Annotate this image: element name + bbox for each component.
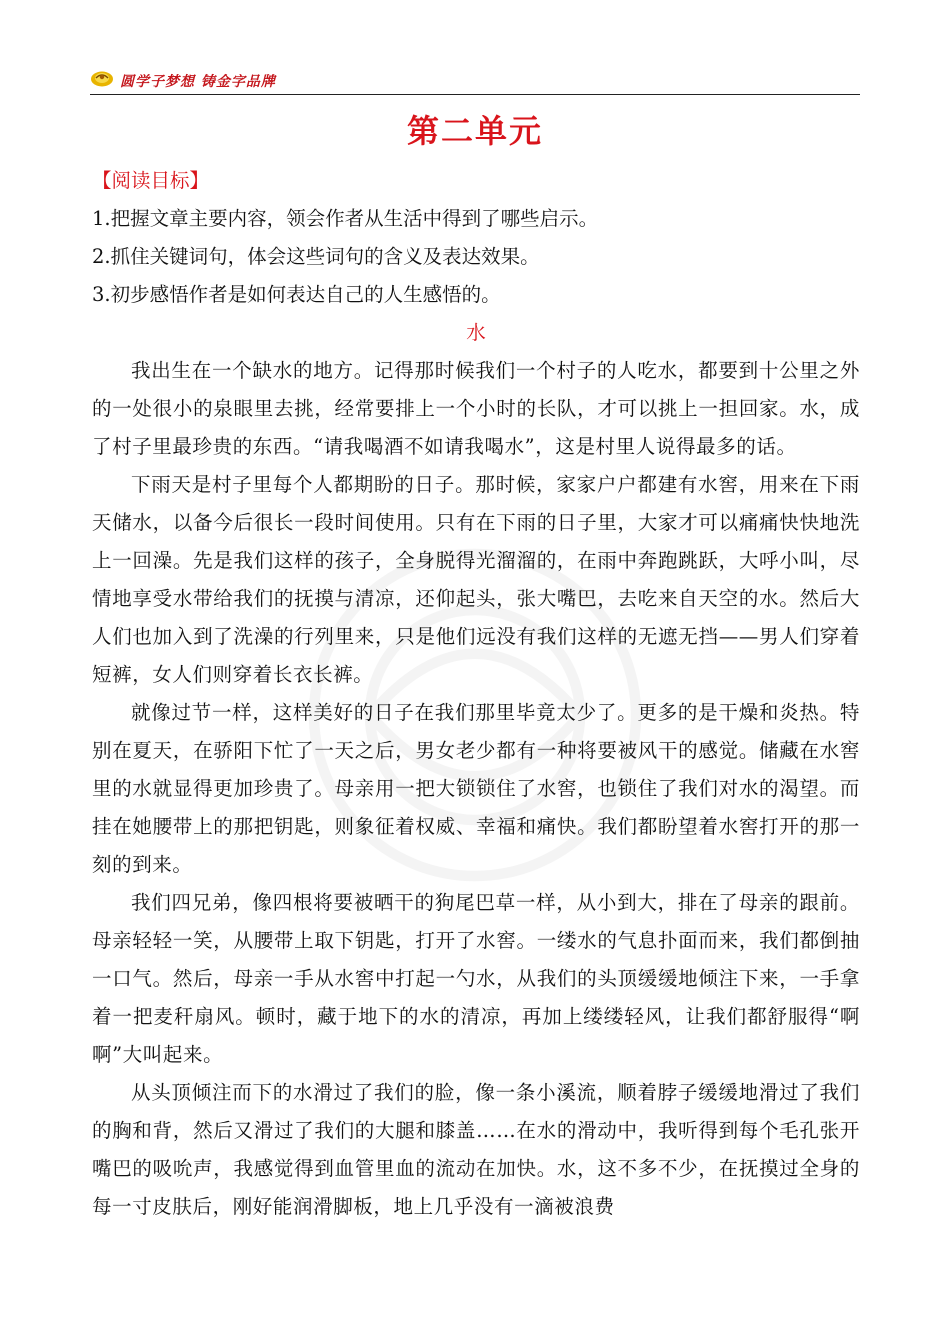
brand-slogan: 圆学子梦想 铸金字品牌 xyxy=(120,74,276,90)
essay-paragraph: 从头顶倾注而下的水滑过了我们的脸，像一条小溪流，顺着脖子缓缓地滑过了我们的胸和背，然后又滑过了我们的大腿和膝盖……在水的滑动中，我听得到每个毛孔张开嘴巴的吸吮声，我感觉得到血管里血的流动在加快。水，这不多不少，在抚摸过全身的每一寸皮肤后，刚好能润滑脚板，地上几乎没有一滴被浪费 xyxy=(92,1081,860,1218)
goal-item: 2.抓住关键词句，体会这些词句的含义及表达效果。 xyxy=(92,245,540,268)
document-body xyxy=(92,162,860,1226)
essay-paragraph: 我出生在一个缺水的地方。记得那时候我们一个村子的人吃水，都要到十公里之外的一处很小的泉眼里去挑，经常要排上一个小时的长队，才可以挑上一担回家。水，成了村子里最珍贵的东西。“请我喝酒不如请我喝水”，这是村里人说得最多的话。 xyxy=(92,359,860,458)
page-header xyxy=(90,66,860,95)
essay-paragraph: 我们四兄弟，像四根将要被晒干的狗尾巴草一样，从小到大，排在了母亲的跟前。母亲轻轻一笑，从腰带上取下钥匙，打开了水窖。一缕水的气息扑面而来，我们都倒抽一口气。然后，母亲一手从水窖中打起一勺水，从我们的头顶缓缓地倾注下来，一手拿着一把麦秆扇风。顿时，藏于地下的水的清凉，再加上缕缕轻风，让我们都舒服得“啊啊”大叫起来。 xyxy=(92,891,860,1066)
unit-title: 第二单元 xyxy=(406,112,543,150)
reading-goals-heading: 【阅读目标】 xyxy=(92,169,210,192)
essay-paragraph: 就像过节一样，这样美好的日子在我们那里毕竟太少了。更多的是干燥和炎热。特别在夏天，在骄阳下忙了一天之后，男女老少都有一种将要被风干的感觉。储藏在水窖里的水就显得更加珍贵了。母亲用一把大锁锁住了水窖，也锁住了我们对水的渴望。而挂在她腰带上的那把钥匙，则象征着权威、幸福和痛快。我们都盼望着水窖打开的那一刻的到来。 xyxy=(92,701,860,876)
goal-item: 3.初步感悟作者是如何表达自己的人生感悟的。 xyxy=(92,283,501,306)
brand-logo-icon xyxy=(90,68,114,88)
essay-paragraph: 下雨天是村子里每个人都期盼的日子。那时候，家家户户都建有水窖，用来在下雨天储水，以备今后很长一段时间使用。只有在下雨的日子里，大家才可以痛痛快快地洗上一回澡。先是我们这样的孩子，全身脱得光溜溜的，在雨中奔跑跳跃，大呼小叫，尽情地享受水带给我们的抚摸与清凉，还仰起头，张大嘴巴，去吃来自天空的水。然后大人们也加入到了洗澡的行列里来，只是他们远没有我们这样的无遮无挡——男人们穿着短裤，女人们则穿着长衣长裤。 xyxy=(92,473,860,686)
essay-title: 水 xyxy=(466,321,486,344)
goal-item: 1.把握文章主要内容，领会作者从生活中得到了哪些启示。 xyxy=(92,207,599,230)
